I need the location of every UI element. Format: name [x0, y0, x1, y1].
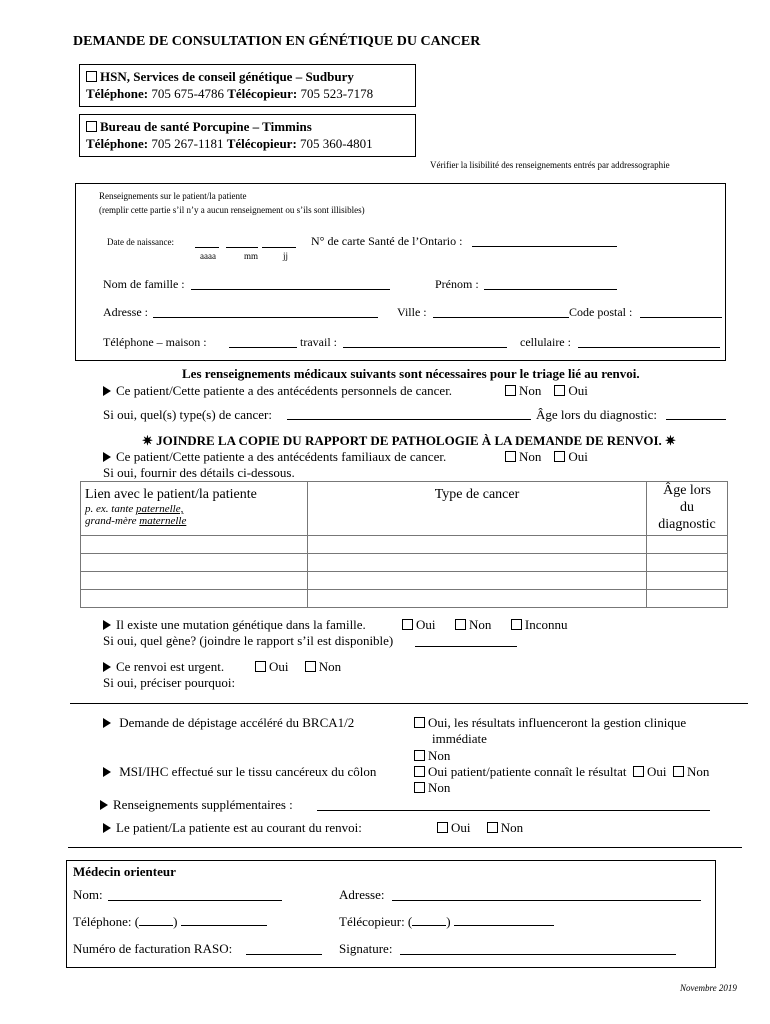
clinic-timmins-name: Bureau de santé Porcupine – Timmins [100, 119, 312, 134]
phone-number-field[interactable] [181, 914, 267, 926]
first-name-field[interactable] [484, 278, 617, 290]
clinic-sudbury-name: HSN, Services de conseil génétique – Sudbury [100, 69, 354, 84]
brca-option-yes[interactable]: Oui, les résultats influenceront la gestion clinique [414, 715, 686, 731]
checkbox-family-non[interactable] [505, 451, 516, 462]
checkbox-brca-oui[interactable] [414, 717, 425, 728]
dob-month-field[interactable] [226, 236, 258, 248]
checkbox-msi-result-non[interactable] [673, 766, 684, 777]
address-field[interactable] [153, 306, 378, 318]
checkbox-brca-non[interactable] [414, 750, 425, 761]
bullet-arrow-icon [103, 823, 111, 833]
bullet-arrow-icon [100, 800, 108, 810]
table-row[interactable] [81, 572, 728, 590]
bullet-arrow-icon [103, 386, 111, 396]
bullet-arrow-icon [103, 452, 111, 462]
footer-date: Novembre 2019 [680, 983, 737, 993]
aware-question: Le patient/La patiente est au courant du renvoi: [103, 820, 362, 836]
billing-field[interactable] [246, 943, 322, 955]
signature-label: Signature: [339, 941, 393, 956]
table-row[interactable] [81, 536, 728, 554]
patient-heading: Renseignements sur le patient/la patiente [99, 191, 247, 201]
table-header-age: Âge lors du diagnostic [647, 482, 728, 536]
family-history-table [80, 481, 728, 608]
address-label: Adresse : [103, 305, 148, 319]
msi-option-yes[interactable]: Oui patient/patiente connaît le résultat Oui Non [414, 764, 709, 780]
family-details-note: Si oui, fournir des détails ci-dessous. [103, 465, 295, 480]
checkbox-mutation-inconnu[interactable] [511, 619, 522, 630]
postal-label: Code postal : [569, 305, 633, 319]
bullet-arrow-icon [103, 620, 111, 630]
bullet-arrow-icon [103, 767, 111, 777]
physician-heading: Médecin orienteur [73, 864, 176, 879]
postal-field[interactable] [640, 306, 722, 318]
mutation-options[interactable]: Oui Non Inconnu [402, 617, 568, 633]
family-history-options[interactable]: Non Oui [505, 449, 588, 465]
aware-options[interactable]: Oui Non [437, 820, 523, 836]
first-name-label: Prénom : [435, 277, 479, 291]
last-name-label: Nom de famille : [103, 277, 185, 291]
brca-option-yes-cont: immédiate [432, 731, 487, 746]
checkbox-timmins[interactable] [86, 121, 97, 132]
extra-info-field[interactable] [317, 799, 710, 811]
checkbox-sudbury[interactable] [86, 71, 97, 82]
medical-heading: Les renseignements médicaux suivants sont nécessaires pour le triage lié au renvoi. [182, 366, 640, 381]
checkbox-msi-result-oui[interactable] [633, 766, 644, 777]
clinic-timmins-name-row[interactable] [86, 119, 312, 135]
checkbox-family-oui[interactable] [554, 451, 565, 462]
physician-address-label: Adresse: [339, 887, 385, 902]
work-phone-label: travail : [300, 335, 337, 349]
pathology-note: ✷ JOINDRE LA COPIE DU RAPPORT DE PATHOLOGIE À LA DEMANDE DE RENVOI. ✷ [142, 433, 676, 448]
personal-history-question: Ce patient/Cette patiente a des antécédents personnels de cancer. [103, 383, 452, 399]
urgent-options[interactable]: Oui Non [255, 659, 341, 675]
mutation-question: Il existe une mutation génétique dans la famille. [103, 617, 366, 633]
home-phone-label: Téléphone – maison : [103, 335, 207, 349]
personal-history-options[interactable]: Non Oui [505, 383, 588, 399]
dob-day-hint: jj [283, 251, 289, 261]
checkbox-mutation-oui[interactable] [402, 619, 413, 630]
last-name-field[interactable] [191, 278, 390, 290]
table-row[interactable] [81, 590, 728, 608]
patient-subheading: (remplir cette partie s’il n’y a aucun renseignement ou s’ils sont illisibles) [99, 205, 365, 215]
checkbox-urgent-oui[interactable] [255, 661, 266, 672]
brca-question: Demande de dépistage accéléré du BRCA1/2 [103, 715, 354, 731]
city-field[interactable] [433, 306, 569, 318]
table-row[interactable] [81, 554, 728, 572]
checkbox-personal-non[interactable] [505, 385, 516, 396]
age-diagnosis-label: Âge lors du diagnostic: [536, 407, 657, 422]
work-phone-field[interactable] [343, 336, 507, 348]
bullet-arrow-icon [103, 662, 111, 672]
bullet-arrow-icon [103, 718, 111, 728]
family-history-question: Ce patient/Cette patiente a des antécédents familiaux de cancer. [103, 449, 446, 465]
phone-area-field[interactable] [139, 914, 173, 926]
clinic-timmins-contact: Téléphone: 705 267-1181 Télécopieur: 705 360-4801 [86, 136, 373, 151]
checkbox-aware-non[interactable] [487, 822, 498, 833]
physician-name-field[interactable] [108, 889, 282, 901]
checkbox-urgent-non[interactable] [305, 661, 316, 672]
signature-field[interactable] [400, 943, 676, 955]
dob-month-hint: mm [244, 251, 259, 261]
cancer-types-label: Si oui, quel(s) type(s) de cancer: [103, 407, 272, 422]
city-label: Ville : [397, 305, 427, 319]
extra-info-label: Renseignements supplémentaires : [100, 797, 293, 813]
clinic-sudbury-name-row[interactable] [86, 69, 354, 85]
fax-area-field[interactable] [412, 914, 446, 926]
home-phone-field[interactable] [229, 336, 297, 348]
gene-field[interactable] [415, 635, 517, 647]
physician-phone[interactable]: Téléphone: ( ) [73, 914, 267, 930]
brca-option-no[interactable]: Non [414, 748, 450, 764]
dob-year-field[interactable] [195, 236, 219, 248]
table-header-cancer-type: Type de cancer [308, 482, 647, 536]
physician-address-field[interactable] [392, 889, 701, 901]
msi-question: MSI/IHC effectué sur le tissu cancéreux du côlon [103, 764, 376, 780]
urgent-why-label: Si oui, préciser pourquoi: [103, 675, 236, 690]
health-card-field[interactable] [472, 235, 617, 247]
checkbox-msi-oui[interactable] [414, 766, 425, 777]
gene-question: Si oui, quel gène? (joindre le rapport s’il est disponible) [103, 633, 394, 648]
billing-label: Numéro de facturation RASO: [73, 941, 233, 956]
cell-phone-label: cellulaire : [520, 335, 571, 349]
table-header-relation: Lien avec le patient/la patiente p. ex. tante paternelle, grand-mère maternelle [81, 482, 308, 536]
dob-day-field[interactable] [262, 236, 296, 248]
dob-label: Date de naissance: [107, 237, 174, 247]
checkbox-personal-oui[interactable] [554, 385, 565, 396]
physician-fax[interactable]: Télécopieur: ( ) [339, 914, 554, 930]
cancer-types-field[interactable] [287, 408, 531, 420]
page-title: DEMANDE DE CONSULTATION EN GÉNÉTIQUE DU CANCER [73, 34, 481, 49]
age-diagnosis-field[interactable] [666, 408, 726, 420]
verify-note: Vérifier la lisibilité des renseignements entrés par addressographie [430, 160, 670, 170]
fax-number-field[interactable] [454, 914, 554, 926]
cell-phone-field[interactable] [578, 336, 720, 348]
checkbox-msi-non[interactable] [414, 782, 425, 793]
clinic-sudbury-contact: Téléphone: 705 675-4786 Télécopieur: 705 523-7178 [86, 86, 374, 101]
divider [68, 847, 742, 848]
msi-option-no[interactable]: Non [414, 780, 450, 796]
urgent-question: Ce renvoi est urgent. [103, 659, 224, 675]
physician-name-label: Nom: [73, 887, 103, 902]
divider [70, 703, 748, 704]
health-card-label: N° de carte Santé de l’Ontario : [311, 234, 463, 248]
checkbox-aware-oui[interactable] [437, 822, 448, 833]
checkbox-mutation-non[interactable] [455, 619, 466, 630]
dob-year-hint: aaaa [200, 251, 216, 261]
